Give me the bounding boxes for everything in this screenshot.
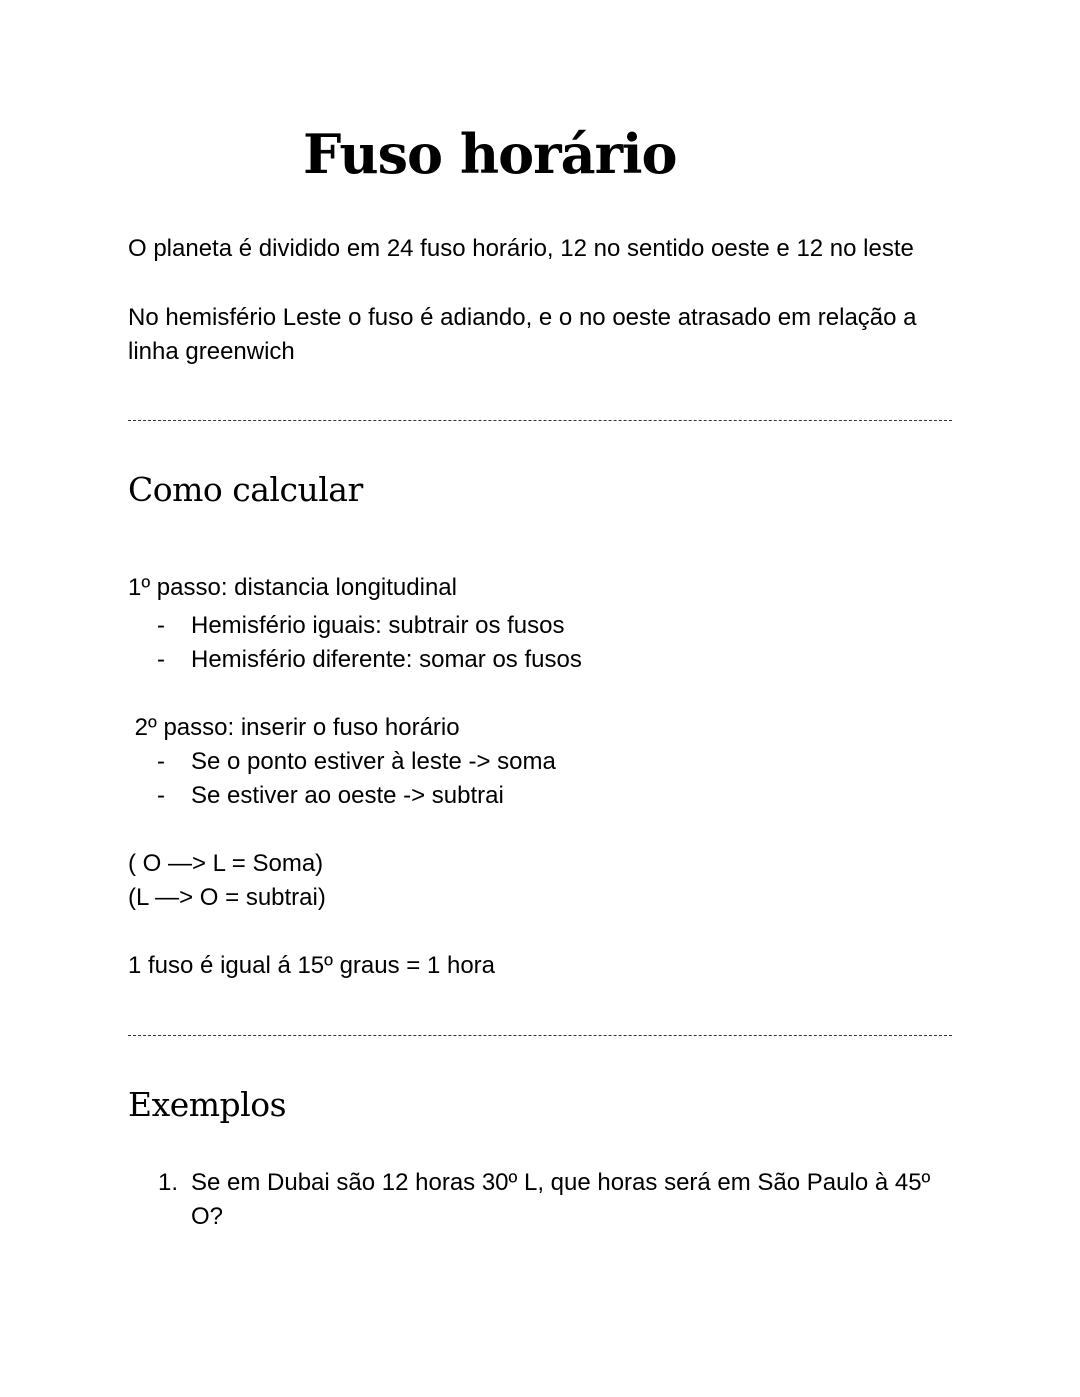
intro-paragraph-2-line-1: No hemisfério Leste o fuso é adiando, e o no oeste atrasado em relação a bbox=[128, 304, 917, 331]
equivalence-note: 1 fuso é igual á 15º graus = 1 hora bbox=[128, 952, 496, 979]
bullet-text: Se o ponto estiver à leste -> soma bbox=[191, 748, 556, 775]
bullet-dash: - bbox=[157, 646, 165, 673]
section-heading-exemplos: Exemplos bbox=[128, 1085, 287, 1124]
divider-line bbox=[128, 420, 952, 421]
bullet-dash: - bbox=[157, 748, 165, 775]
section-heading-como-calcular: Como calcular bbox=[128, 470, 363, 509]
document-title: Fuso horário bbox=[303, 122, 677, 186]
step-2-label: 2º passo: inserir o fuso horário bbox=[128, 714, 460, 741]
intro-paragraph-2-line-2: linha greenwich bbox=[128, 338, 295, 365]
bullet-text: Hemisfério diferente: somar os fusos bbox=[191, 646, 582, 673]
rule-west-to-east: ( O —> L = Soma) bbox=[128, 850, 324, 877]
example-text-line-2: O? bbox=[191, 1203, 224, 1230]
bullet-dash: - bbox=[157, 612, 165, 639]
example-text-line-1: Se em Dubai são 12 horas 30º L, que horas será em São Paulo à 45º bbox=[191, 1169, 931, 1196]
divider-line bbox=[128, 1035, 952, 1036]
step-1-label: 1º passo: distancia longitudinal bbox=[128, 574, 457, 601]
list-number: 1. bbox=[158, 1169, 179, 1196]
rule-east-to-west: (L —> O = subtrai) bbox=[128, 884, 326, 911]
bullet-text: Se estiver ao oeste -> subtrai bbox=[191, 782, 504, 809]
bullet-text: Hemisfério iguais: subtrair os fusos bbox=[191, 612, 565, 639]
intro-paragraph-1: O planeta é dividido em 24 fuso horário, 12 no sentido oeste e 12 no leste bbox=[128, 235, 914, 262]
bullet-dash: - bbox=[157, 782, 165, 809]
